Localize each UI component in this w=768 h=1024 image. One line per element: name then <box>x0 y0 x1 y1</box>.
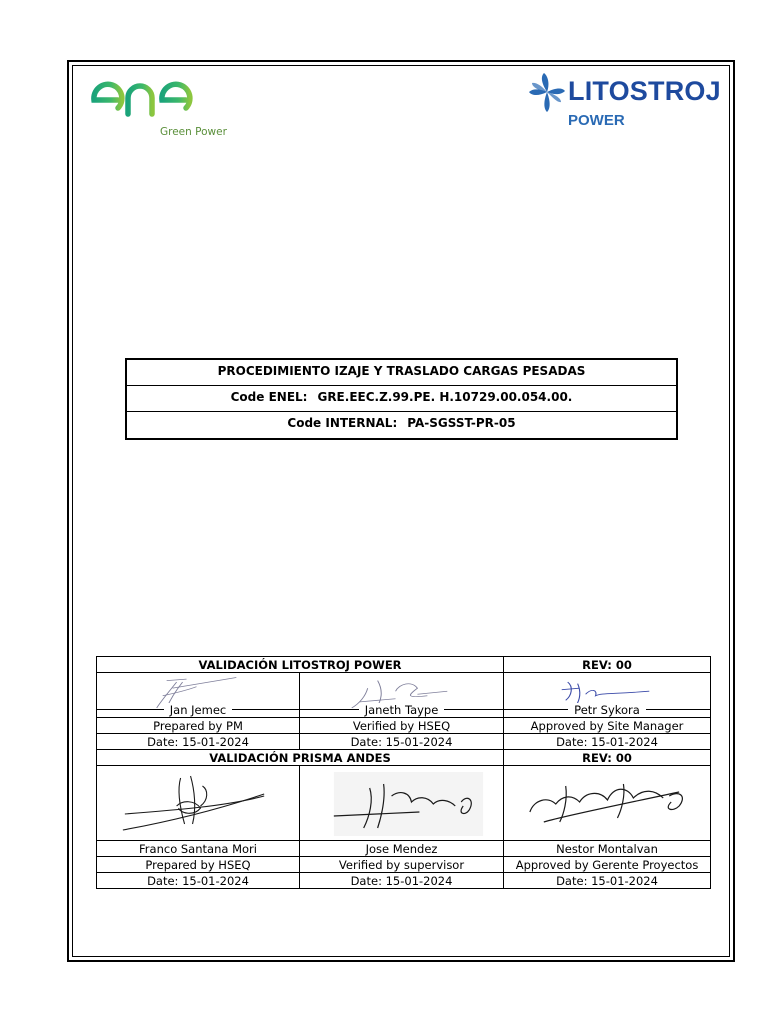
section1-date-row <box>97 734 711 750</box>
litostroj-wordmark: LITOSTROJ <box>568 76 721 106</box>
code-internal-value: PA-SGSST-PR-05 <box>407 416 516 430</box>
section2-signature-row <box>97 766 711 841</box>
section2-header-row <box>97 750 711 766</box>
signer-date: Date: 15-01-2024 <box>300 873 504 889</box>
signature-cell <box>504 766 711 841</box>
section1-rev: REV: 00 <box>504 657 711 673</box>
signer-role: Approved by Site Manager <box>504 718 711 734</box>
section2-title: VALIDACIÓN PRISMA ANDES <box>97 750 504 766</box>
section1-title: VALIDACIÓN LITOSTROJ POWER <box>97 657 504 673</box>
enel-logo <box>88 70 248 142</box>
document-title: PROCEDIMIENTO IZAJE Y TRASLADO CARGAS PESADAS <box>127 360 676 386</box>
signature-image <box>300 766 503 840</box>
signer-name: Janeth Taype <box>359 703 445 717</box>
signer-role: Approved by Gerente Proyectos <box>504 857 711 873</box>
signer-role: Verified by HSEQ <box>300 718 504 734</box>
signer-role: Prepared by PM <box>97 718 300 734</box>
code-enel-row <box>127 386 676 412</box>
signer-name: Franco Santana Mori <box>97 841 300 857</box>
document-title-block <box>125 358 678 440</box>
section2-date-row <box>97 873 711 889</box>
litostroj-logo <box>528 70 728 132</box>
signer-name: Petr Sykora <box>568 703 646 717</box>
turbine-icon <box>528 72 566 118</box>
signer-name: Jan Jemec <box>164 703 232 717</box>
code-enel-value: GRE.EEC.Z.99.PE. H.10729.00.054.00. <box>317 390 573 404</box>
code-internal-row <box>127 412 676 438</box>
signer-date: Date: 15-01-2024 <box>97 873 300 889</box>
signer-name: Nestor Montalvan <box>504 841 711 857</box>
signature-cell <box>97 766 300 841</box>
signer-date: Date: 15-01-2024 <box>504 873 711 889</box>
signature-image <box>504 766 710 840</box>
signature-image <box>97 766 299 840</box>
section1-role-row <box>97 718 711 734</box>
signature-cell <box>97 673 300 718</box>
section1-header-row <box>97 657 711 673</box>
signer-date: Date: 15-01-2024 <box>97 734 300 750</box>
signer-role: Verified by supervisor <box>300 857 504 873</box>
signer-role: Prepared by HSEQ <box>97 857 300 873</box>
section2-role-row <box>97 857 711 873</box>
enel-subtitle: Green Power <box>160 126 227 138</box>
code-internal-label: Code INTERNAL: <box>287 416 398 430</box>
litostroj-subtitle: POWER <box>568 112 625 129</box>
section1-signature-row <box>97 673 711 718</box>
signer-date: Date: 15-01-2024 <box>504 734 711 750</box>
enel-wordmark-graphic <box>88 70 248 122</box>
signature-cell <box>300 673 504 718</box>
section2-name-row <box>97 841 711 857</box>
signer-date: Date: 15-01-2024 <box>300 734 504 750</box>
validation-table <box>96 656 711 889</box>
signature-cell <box>300 766 504 841</box>
signature-cell <box>504 673 711 718</box>
section2-rev: REV: 00 <box>504 750 711 766</box>
signer-name: Jose Mendez <box>300 841 504 857</box>
code-enel-label: Code ENEL: <box>230 390 308 404</box>
